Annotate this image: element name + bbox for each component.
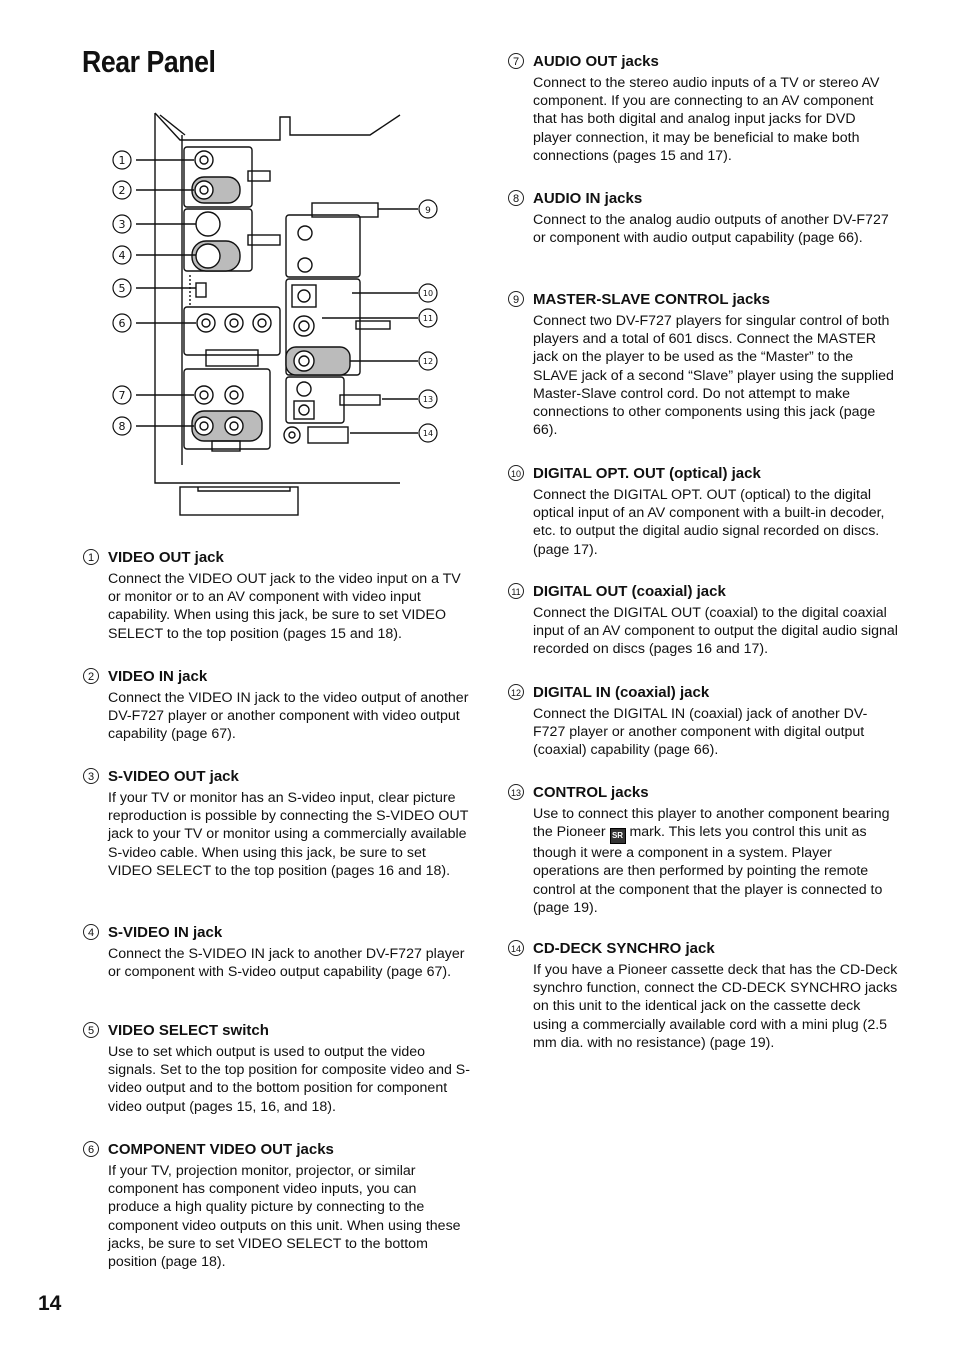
- item-body-part: Use to connect this player to another component bearing the Pioneer: [533, 806, 890, 841]
- item-number: 11: [508, 583, 524, 599]
- item-audio-out: [512, 53, 898, 165]
- item-body: Connect the DIGITAL IN (coaxial) jack of another DV-F727 player or another component with digital output (coaxial) capability (page 66).: [533, 706, 868, 759]
- item-number: 2: [83, 668, 99, 684]
- item-heading: CONTROL jacks: [533, 784, 649, 801]
- item-number: 6: [83, 1141, 99, 1157]
- item-body: Connect the VIDEO OUT jack to the video input on a TV or monitor or to an AV component with video input capability. When using this jack, be sure to set VIDEO SELECT to the top position (pages 15 and 18).: [108, 571, 461, 642]
- item-heading: VIDEO IN jack: [108, 668, 208, 685]
- callout-7: 7: [118, 389, 126, 402]
- item-number: 3: [83, 768, 99, 784]
- callout-6: 6: [118, 317, 126, 330]
- item-heading: VIDEO SELECT switch: [108, 1022, 269, 1039]
- item-heading: COMPONENT VIDEO OUT jacks: [108, 1141, 334, 1158]
- item-body: Connect the S-VIDEO IN jack to another DV-F727 player or component with S-video output capability (page 67).: [108, 946, 465, 981]
- callout-11: 11: [422, 314, 434, 323]
- item-body: Use to set which output is used to output the video signals. Set to the top position for composite video and S-video output and to the bottom position for component video output (pages 15, 16, and 18).: [108, 1044, 470, 1115]
- item-heading: DIGITAL OUT (coaxial) jack: [533, 583, 726, 600]
- item-heading: CD-DECK SYNCHRO jack: [533, 940, 715, 957]
- item-video-out: [87, 549, 470, 643]
- page-title: Rear Panel: [82, 44, 216, 79]
- item-s-video-out: [87, 768, 470, 880]
- callout-1: 1: [118, 154, 126, 167]
- item-control-jacks: [510, 784, 898, 917]
- item-digital-in-coaxial: [510, 684, 898, 760]
- callout-8: 8: [118, 420, 126, 433]
- item-cd-deck-synchro: [510, 940, 898, 1052]
- item-number: 5: [83, 1022, 99, 1038]
- item-body: Connect the DIGITAL OUT (coaxial) to the digital coaxial input of an AV component to output the digital audio signal recorded on discs (pages 16 and 17).: [533, 605, 898, 658]
- callout-5: 5: [118, 282, 126, 295]
- item-heading: VIDEO OUT jack: [108, 549, 224, 566]
- item-number: 8: [508, 190, 524, 206]
- item-video-in: [87, 668, 470, 744]
- callout-12: 12: [422, 357, 434, 366]
- item-s-video-in: [87, 924, 470, 981]
- item-heading: AUDIO OUT jacks: [533, 53, 659, 70]
- item-number: 1: [83, 549, 99, 565]
- callout-2: 2: [118, 184, 126, 197]
- item-digital-out-coaxial: [511, 583, 898, 659]
- item-heading: S-VIDEO IN jack: [108, 924, 223, 941]
- item-audio-in: [512, 190, 898, 247]
- item-number: 9: [508, 291, 524, 307]
- item-number: 10: [508, 465, 524, 481]
- item-heading: DIGITAL OPT. OUT (optical) jack: [533, 465, 761, 482]
- item-body: If your TV or monitor has an S-video input, clear picture reproduction is possible by connecting the S-VIDEO OUT jack to your TV or monitor using a commercially available S-video cable. When using this jack, be sure to set VIDEO SELECT to the top position (pages 16 and 18).: [108, 790, 469, 879]
- item-body: If your TV, projection monitor, projector, or similar component has component video inputs, you can produce a high quality picture by connecting to the component video outputs on this unit. When using these jacks, be sure to set VIDEO SELECT to the bottom position (page 18).: [108, 1163, 461, 1271]
- item-heading: MASTER-SLAVE CONTROL jacks: [533, 291, 770, 308]
- item-body: [533, 805, 898, 917]
- page-number: 14: [38, 1292, 62, 1315]
- item-body-part: mark. This lets you control this unit as though it were a component in a system. Player operations are then performed by pointing the remote control at the component that the player is connected to (page 19).: [533, 824, 883, 916]
- item-body: If you have a Pioneer cassette deck that has the CD-Deck synchro function, connect the CD-DECK SYNCHRO jacks on this unit to the identical jack on the cassette deck using a commercially available cord with a mini plug (2.5 mm dia. with no resistance) (page 19).: [533, 962, 898, 1051]
- item-number: 13: [508, 784, 524, 800]
- item-heading: S-VIDEO OUT jack: [108, 768, 239, 785]
- rear-panel-diagram: [100, 105, 460, 525]
- item-body: Connect the DIGITAL OPT. OUT (optical) to the digital optical input of an AV component with a built-in decoder, etc. to output the digital audio signal recorded on discs. (page 17).: [533, 487, 885, 558]
- item-body: Connect the VIDEO IN jack to the video output of another DV-F727 player or another component with video output capability (page 67).: [108, 690, 469, 743]
- callout-14: 14: [422, 429, 434, 438]
- callout-9: 9: [425, 206, 431, 216]
- item-number: 12: [508, 684, 524, 700]
- sr-mark-icon: SR: [610, 828, 626, 844]
- item-body: Connect to the stereo audio inputs of a TV or stereo AV component. If you are connecting to an AV component that has both digital and analog input jacks for DVD player connection, it may be beneficial to make both connections (pages 15 and 17).: [533, 75, 880, 164]
- item-video-select: [87, 1022, 470, 1116]
- callout-4: 4: [118, 249, 126, 262]
- item-heading: DIGITAL IN (coaxial) jack: [533, 684, 710, 701]
- item-body: Connect two DV-F727 players for singular control of both players and a total of 601 discs. Connect the MASTER jack on the player to be used as the “Master” to the SLAVE jack of a second “Slave” player using the supplied Master-Slave control cord. Do not attempt to make connections to other components using this jack (page 66).: [533, 313, 894, 439]
- item-digital-opt-out: [510, 465, 898, 559]
- item-heading: AUDIO IN jacks: [533, 190, 643, 207]
- callout-10: 10: [422, 289, 434, 298]
- item-body: Connect to the analog audio outputs of another DV-F727 or component with audio output capability (page 66).: [533, 212, 889, 247]
- item-master-slave-control: [512, 291, 898, 439]
- item-component-video-out: [87, 1141, 470, 1271]
- callout-3: 3: [118, 218, 126, 231]
- item-number: 4: [83, 924, 99, 940]
- item-number: 7: [508, 53, 524, 69]
- callout-13: 13: [422, 395, 434, 404]
- item-number: 14: [508, 940, 524, 956]
